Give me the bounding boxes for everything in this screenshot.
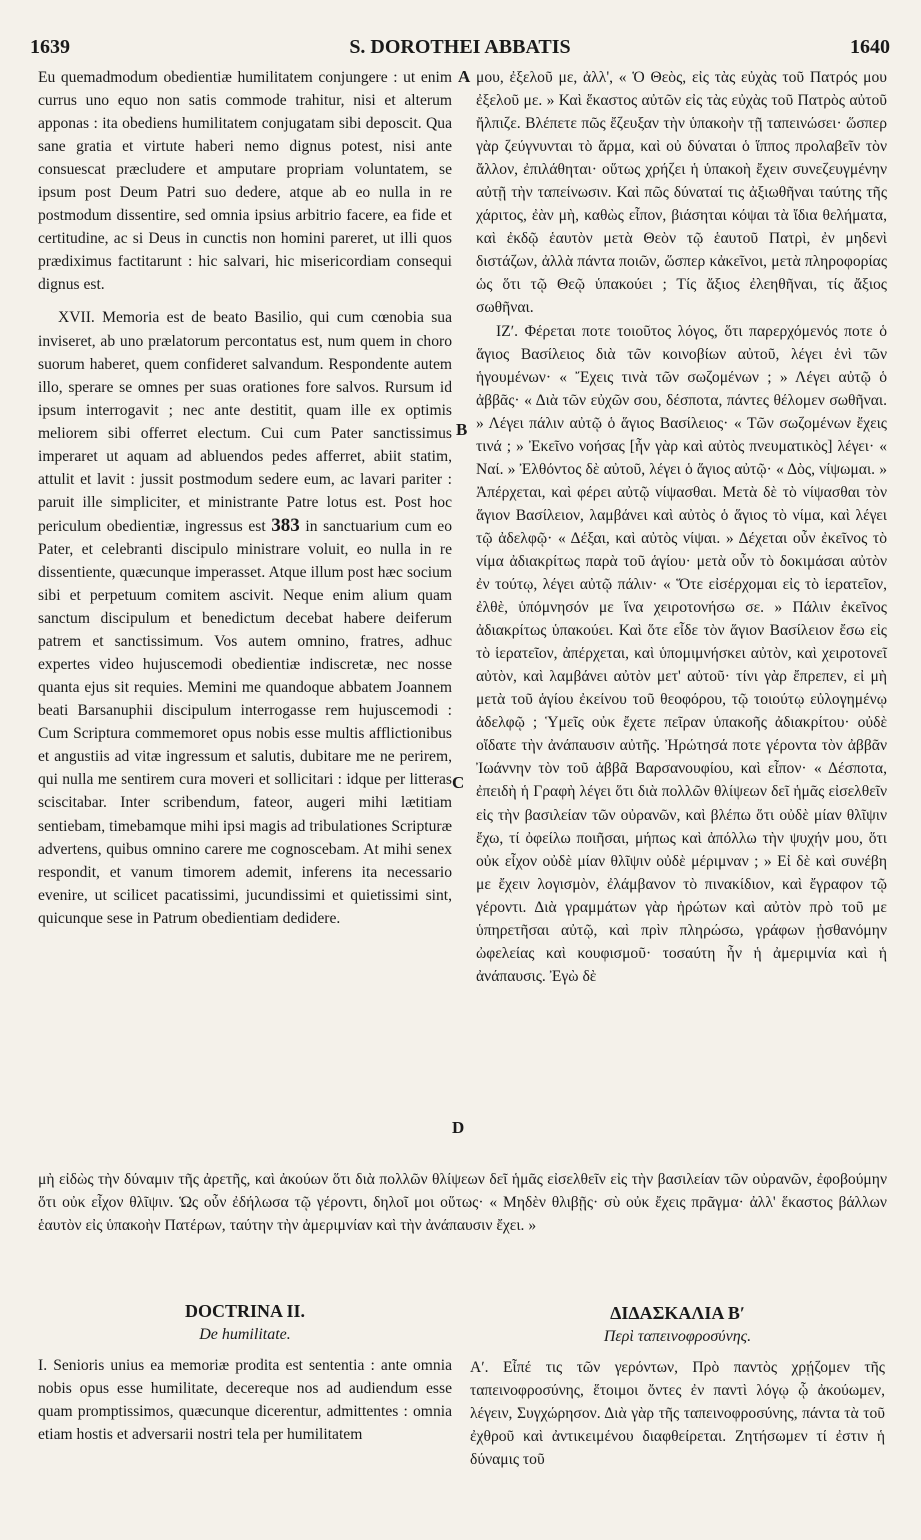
doctrina-latin (38, 1300, 452, 1446)
doctrina-latin-text: I. Senioris unius ea memoriæ prodita est sententia : ante omnia nobis opus esse humilitate, decereque nos ad audiendum esse quam promptissimos, quæcunque dicerentur, admittentes : omnia etiam hostis et adversarii nostri tela per humilitatem (38, 1357, 452, 1443)
doctrina-greek-subtitle: Περὶ ταπεινοφροσύνης. (603, 1328, 752, 1345)
margin-letter-b: B (456, 420, 468, 439)
margin-letter-a: A (458, 67, 471, 86)
greek-paragraph-2 (476, 320, 887, 988)
greek-column (476, 66, 887, 988)
latin-paragraph-2-end: in sanctuarium cum eo Pater, et celebranti discipulo ministrare voluit, eo nulla in re dissentiente, quæcunque imperasset. Atque illum post hæc socium sibi et perpetuum comitem ascivit. Neque enim alium quam sanctum discipulum et benedictum decebat habere deiferum patrem et sanctissimum. Vos autem omnino, fratres, adhuc expertes video hujuscemodi obedientiæ indiscretæ, nec nosse quanta ejus sit requies. Memini me quandoque abbatem Joannem beati Barsanuphii discipulum interrogasse rem hujuscemodi : Cum Scriptura commemoret opus nobis esse multis afflictionibus et angustiis ad vitæ ingressum et salutis, dubitare me ne perirem, qui nulla me sentirem cura moveri et sollicitari : idque per litteras sciscitabar. Inter scribendum, fateor, augeri mihi lætitiam sentiebam, timebamque mihi ipsi magis ad tribulationes Scripturæ advertens, quibus omnino carere me cognoscebam. At mihi senex respondit, et vanum timorem ademit, inferens ita necessario evenire, ut scilicet pacatissimi, jucundissimi et quietissimi sint, quicunque sese in Patrum obedientiam dedidere. (38, 517, 453, 927)
greek-paragraph-2-text: ΙΖʹ. Φέρεται ποτε τοιοῦτος λόγος, ὅτι παρερχόμενός ποτε ὁ ἅγιος Βασίλειος διὰ τῶν κοινοβίων αὐτοῦ, λέγει ἑνὶ τῶν ἡγουμένων· « Ἔχεις τινὰ τῶν σωζομένων ; » Λέγει αὐτῷ ὁ ἀββᾶς· « Διὰ τῶν εὐχῶν σου, δέσποτα, πάντες θέλομεν σωθῆναι. » Λέγει πάλιν αὐτῷ ὁ ἅγιος Βασίλειος· « Τῶν σωζομένων ἔχεις τινά ; » Ἐκεῖνο νοήσας [ἦν γὰρ καὶ αὐτὸς πνευματικὸς] λέγει· « Ναί. » Ἐλθόντος δὲ αὐτοῦ, λέγει ὁ ἅγιος αὐτῷ· « Δὸς, νίψωμαι. » Ἀπέρχεται, καὶ φέρει αὐτῷ νίψασθαι. Μετὰ δὲ τὸ νίψασθαι τὸν ἅγιον Βασίλειον, λαμβάνει καὶ αὐτὸς ὁ ἅγιος τὸ νίμα, καὶ λέγει τῷ ἀδελφῷ· « Δέξαι, καὶ αὐτὸς νίψαι. » Δέχεται οὖν ἐκεῖνος τὸ νίμα ἀδιακρίτως παρὰ τοῦ ἁγίου· μετὰ οὖν τὸ δοκιμάσαι αὐτὸν ἐν τούτῳ, λέγει αὐτῷ πάλιν· « Ὅτε εἰσέρχομαι εἰς τὸ ἱερατεῖον, ἐλθὲ, ὑπόμνησόν με ἵνα χειροτονήσω σε. » Πάλιν ἐκεῖνος ἀδιακρίτως ὑπακούει. Καὶ ὅτε εἶδε τὸν ἅγιον Βασίλειον ἔσω εἰς τὸ ἱερατεῖον, ἀπέρχεται, καὶ ὑπομιμνήσκει αὐτὸν, καὶ χειροτονεῖ αὐτὸν, καὶ λαμβάνει αὐτὸν μετ' αὐτοῦ· τίνι γὰρ ἔπρεπεν, εἰ μὴ μετὰ τοῦ ἁγίου ἐκείνου τοῦ θεοφόρου, τῷ τοιούτῳ εὐλογημένῳ ἀδελφῷ ; Ὑμεῖς οὐκ ἔχετε πεῖραν ὑπακοῆς ἀδιακρίτου· οὐδὲ οἴδατε τὴν ἀνάπαυσιν αὐτῆς. Ἠρώτησά ποτε γέροντα τὸν ἀββᾶν Ἰωάννην τὸν τοῦ ἀββᾶ Βαρσανουφίου, καὶ εἶπον· « Δέσποτα, ἐπειδὴ ἡ Γραφὴ λέγει ὅτι διὰ πολλῶν θλίψεων δεῖ ἡμᾶς εἰσελθεῖν εἰς τὴν βασιλείαν τῶν οὐρανῶν, καὶ βλέπω ὅτι οὐδὲ μίαν θλῖψιν ἔχω, τί ὀφείλω ποιῆσαι, μήπως καὶ ἀπόλλω τὴν ψυχήν μου, ὅτι οὐκ εἶχον οὐδὲ μίαν θλῖψιν οὐδὲ μέριμναν ; » Εἰ δὲ καὶ συνέβη με ἔχειν λογισμὸν, ἐλάμβανον τὸ πινακίδιον, καὶ ἔγραφον τῷ γέροντι. Διὰ γραμμάτων γὰρ ἠρώτων καὶ αὐτὸν πρὸ τοῦ με ὑπηρετῆσαι αὐτῷ, καὶ πρὶν πληρώσω, γράφων ᾐσθανόμην ὠφελείας καὶ κουφισμοῦ· τοσαύτη ἦν ἡ ἀμεριμνία καὶ ἡ ἀνάπαυσις. Ἐγὼ δὲ (476, 322, 887, 985)
doctrina-greek-text: Αʹ. Εἶπέ τις τῶν γερόντων, Πρὸ παντὸς χρῄζομεν τῆς ταπεινοφροσύνης, ἕτοιμοι ὄντες ἐν παντὶ λόγῳ ᾧ ἀκούωμεν, λέγειν, Συγχώρησον. Διὰ γὰρ τῆς ταπεινοφροσύνης, πάντα τὰ τοῦ ἐχθροῦ καὶ ἀντικειμένου διαφθείρεται. Ζητήσωμεν τί ἐστιν ἡ δύναμις τοῦ (470, 1359, 885, 1468)
greek-paragraph-1: μου, ἐξελοῦ με, ἀλλ', « Ὁ Θεὸς, εἰς τὰς εὐχὰς τοῦ Πατρός μου ἐξελοῦ με. » Καὶ ἕκαστος αὐτῶν εἰς τὰς εὐχὰς τοῦ Πατρὸς αὐτοῦ ἤλπιζε. Βλέπετε πῶς ἔζευξαν τὴν ὑπακοὴν τῇ ταπεινώσει· ὥσπερ γὰρ ζεύγνυνται τὸ ἅρμα, καὶ οὐ δύναται ὁ ἵππος προλαβεῖν τὸν ἄλλον, ἐπιλάθηται· οὕτως χρήζει ἡ ὑπακοὴ ἔχειν συνεζευγμένην αὐτῇ τὴν ταπείνωσιν. Καὶ πῶς δύναταί τις ἀξιωθῆναι ταύτης τῆς χάριτος, ἐὰν μὴ, καθὼς εἶπον, βιάσηται κόψαι τὰ ἴδια θελήματα, καὶ ἐκδῷ ἑαυτὸν μετὰ Θεὸν τῷ ἑαυτοῦ Πατρὶ, ἐν μηδενὶ διστάζων, ἀλλὰ πάντα ποιῶν, ὥσπερ κἀκεῖνοι, μετὰ πληροφορίας ὡς ὅτι τῷ Θεῷ ὑπακούει ; Τίς ἄξιος ἐλεηθῆναι, τίς ἄξιος σωθῆναι. (476, 69, 887, 317)
running-title: S. DOROTHEI ABBATIS (349, 36, 571, 58)
latin-paragraph-2-start: XVII. Memoria est de beato Basilio, qui cum cœnobia sua inviseret, ab uno prælatorum percontatus est, num quem in choro suorum haberet, quem confideret salvandum. Respondente autem illo, sperare se omnes per suas orationes fore salvos. Rursum id ipsum interrogavit ; nec ante destitit, quam ille ex optimis meliorem sibi offerret electum. Cui cum Pater sanctissimus imperaret ut aquam ad abluendos pedes afferret, abiit statim, attulit et lavit : jussit postmodum sedere eum, ac lavari pariter : paruit ille simpliciter, et ministrante Patre lotus est. Post hoc periculum obedientiæ, ingressus est (38, 309, 452, 535)
column-number: 383 (271, 514, 300, 536)
page-header (30, 36, 890, 60)
doctrina-latin-title: DOCTRINA II. (184, 1301, 306, 1321)
margin-letter-c: C (452, 773, 465, 792)
page-number-left: 1639 (30, 36, 70, 58)
margin-letter-d: D (452, 1118, 465, 1137)
page-number-right: 1640 (850, 36, 890, 58)
full-width-greek: μὴ εἰδὼς τὴν δύναμιν τῆς ἀρετῆς, καὶ ἀκούων ὅτι διὰ πολλῶν θλίψεων δεῖ ἡμᾶς εἰσελθεῖν εἰς τὴν βασιλείαν τῶν οὐρανῶν, ἐφοβούμην ὅτι οὐκ εἶχον θλῖψιν. Ὡς οὖν ἐδήλωσα τῷ γέροντι, δηλοῖ μοι οὕτως· « Μηδὲν θλιβῇς· σὺ οὐκ ἔχεις πρᾶγμα· ἀλλ' ἕκαστος βάλλων ἑαυτὸν εἰς ὑπακοὴν Πατέρων, ταύτην τὴν ἀμεριμνίαν καὶ τὴν ἀνάπαυσιν ἔχει. » (38, 1171, 887, 1234)
latin-paragraph-2 (38, 306, 452, 929)
doctrina-greek (470, 1300, 885, 1471)
latin-paragraph-1: Eu quemadmodum obedientiæ humilitatem conjungere : ut enim currus uno equo non satis commode trahitur, nisi et alterum apponas : ita obediens humilitatem conjugatam sibi deposcit. Qua sane gratia et virtute haberi nemo dignus potest, nisi ante consuescat præcludere et amputare propriam voluntatem, se ipsum post Deum Patri suo dedere, atque ab eo nulla in re postmodum dissentire, sed omnia ipsius arbitrio facere, ea fide et certitudine, ac si Deus in cunctis non homini pareret, ut illi quos prædiximus factitarunt : hic salvari, hic misericordiam consequi dignus est. (38, 69, 452, 294)
doctrina-latin-subtitle: De humilitate. (199, 1326, 291, 1343)
latin-column (38, 66, 452, 930)
doctrina-greek-title: ΔΙΔΑΣΚΑΛΙΑ Βʹ (610, 1303, 745, 1323)
